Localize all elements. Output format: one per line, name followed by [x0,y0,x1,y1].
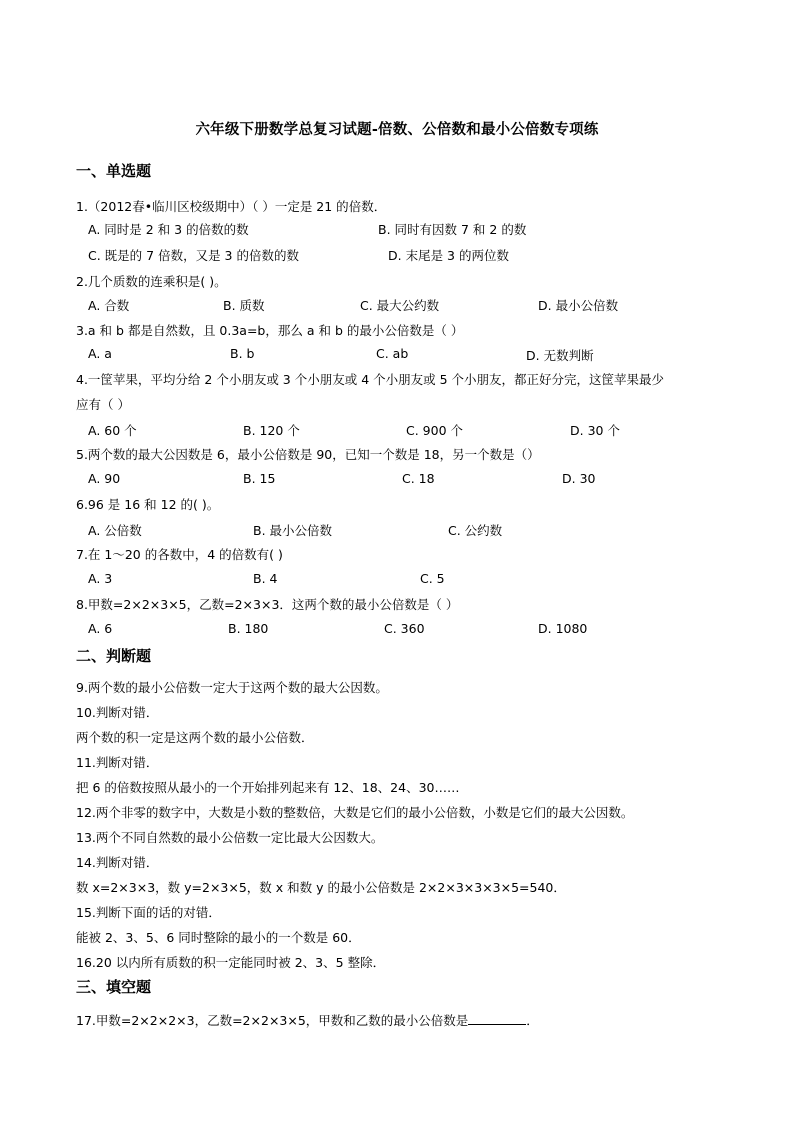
question-11-prompt: 11.判断对错． [76,755,159,770]
section-heading-fill-in: 三、填空题 [76,978,152,996]
question-2-option-c: C. 最大公约数 [360,298,440,313]
question-13: 13.两个不同自然数的最小公倍数一定比最大公因数大。 [76,830,384,845]
page-title: 六年级下册数学总复习试题-倍数、公倍数和最小公倍数专项练 [195,122,599,138]
question-1-option-c: C. 既是的 7 倍数，又是 3 的倍数的数 [88,248,299,263]
question-4-stem-continued: 应有（ ） [76,397,130,412]
question-14-statement: 数 x=2×3×3，数 y=2×3×5，数 x 和数 y 的最小公倍数是 2×2×3×3×3×5=540． [76,880,566,895]
question-5-option-c: C. 18 [402,471,435,486]
question-8-option-d: D. 1080 [538,621,588,636]
question-1-stem: 1.（2012春•临川区校级期中）（ ）一定是 21 的倍数． [76,199,387,214]
question-4-option-a: A. 60 个 [88,423,137,438]
question-17 [76,1011,539,1029]
question-8-option-b: B. 180 [228,621,269,636]
question-3-stem: 3.a 和 b 都是自然数，且 0.3a=b，那么 a 和 b 的最小公倍数是（ ） [76,323,464,338]
question-14-prompt: 14.判断对错． [76,855,159,870]
question-1-option-a: A. 同时是 2 和 3 的倍数的数 [88,222,249,237]
question-3-option-a: A. a [88,346,112,361]
question-7-option-c: C. 5 [420,571,445,586]
question-4-stem: 4.一筐苹果，平均分给 2 个小朋友或 3 个小朋友或 4 个小朋友或 5 个小朋友，都正好分完，这筐苹果最少 [76,372,665,387]
question-15-statement: 能被 2、3、5、6 同时整除的最小的一个数是 60． [76,930,361,945]
question-6-option-b: B. 最小公倍数 [253,523,333,538]
question-17-text: 17.甲数=2×2×2×3，乙数=2×2×3×5，甲数和乙数的最小公倍数是 [76,1013,469,1028]
section-heading-true-false: 二、判断题 [76,647,152,665]
question-4-option-b: B. 120 个 [243,423,300,438]
answer-blank[interactable] [468,1012,526,1025]
question-5-stem: 5.两个数的最大公因数是 6，最小公倍数是 90，已知一个数是 18，另一个数是（） [76,447,540,462]
question-8-option-a: A. 6 [88,621,113,636]
question-2-option-b: B. 质数 [223,298,265,313]
question-10-prompt: 10.判断对错． [76,705,159,720]
question-3-option-c: C. ab [376,346,409,361]
question-7-option-b: B. 4 [253,571,278,586]
question-1-option-b: B. 同时有因数 7 和 2 的数 [378,222,527,237]
question-1-option-d: D. 末尾是 3 的两位数 [388,248,509,263]
question-5-option-d: D. 30 [562,471,596,486]
question-2-stem: 2.几个质数的连乘积是( )。 [76,274,227,289]
question-12: 12.两个非零的数字中，大数是小数的整数倍，大数是它们的最小公倍数，小数是它们的最大公因数。 [76,805,634,820]
question-3-option-d: D. 无数判断 [526,348,594,363]
question-2-option-d: D. 最小公倍数 [538,298,619,313]
question-7-stem: 7.在 1～20 的各数中，4 的倍数有( ) [76,547,283,562]
question-8-option-c: C. 360 [384,621,425,636]
question-9: 9.两个数的最小公倍数一定大于这两个数的最大公因数。 [76,680,388,695]
question-6-option-c: C. 公约数 [448,523,503,538]
question-4-option-d: D. 30 个 [570,423,620,438]
question-15-prompt: 15.判断下面的话的对错． [76,905,221,920]
question-6-option-a: A. 公倍数 [88,523,142,538]
question-2-option-a: A. 合数 [88,298,130,313]
question-7-option-a: A. 3 [88,571,113,586]
question-6-stem: 6.96 是 16 和 12 的( )。 [76,497,220,512]
question-11-statement: 把 6 的倍数按照从最小的一个开始排列起来有 12、18、24、30…… [76,780,460,795]
section-heading-single-choice: 一、单选题 [76,162,152,180]
question-4-option-c: C. 900 个 [406,423,464,438]
question-5-option-b: B. 15 [243,471,276,486]
question-10-statement: 两个数的积一定是这两个数的最小公倍数． [76,730,314,745]
question-3-option-b: B. b [230,346,255,361]
question-8-stem: 8.甲数=2×2×3×5，乙数=2×3×3．这两个数的最小公倍数是（ ） [76,597,459,612]
question-16: 16.20 以内所有质数的积一定能同时被 2、3、5 整除． [76,955,386,970]
question-5-option-a: A. 90 [88,471,121,486]
question-17-end: ． [526,1013,539,1028]
